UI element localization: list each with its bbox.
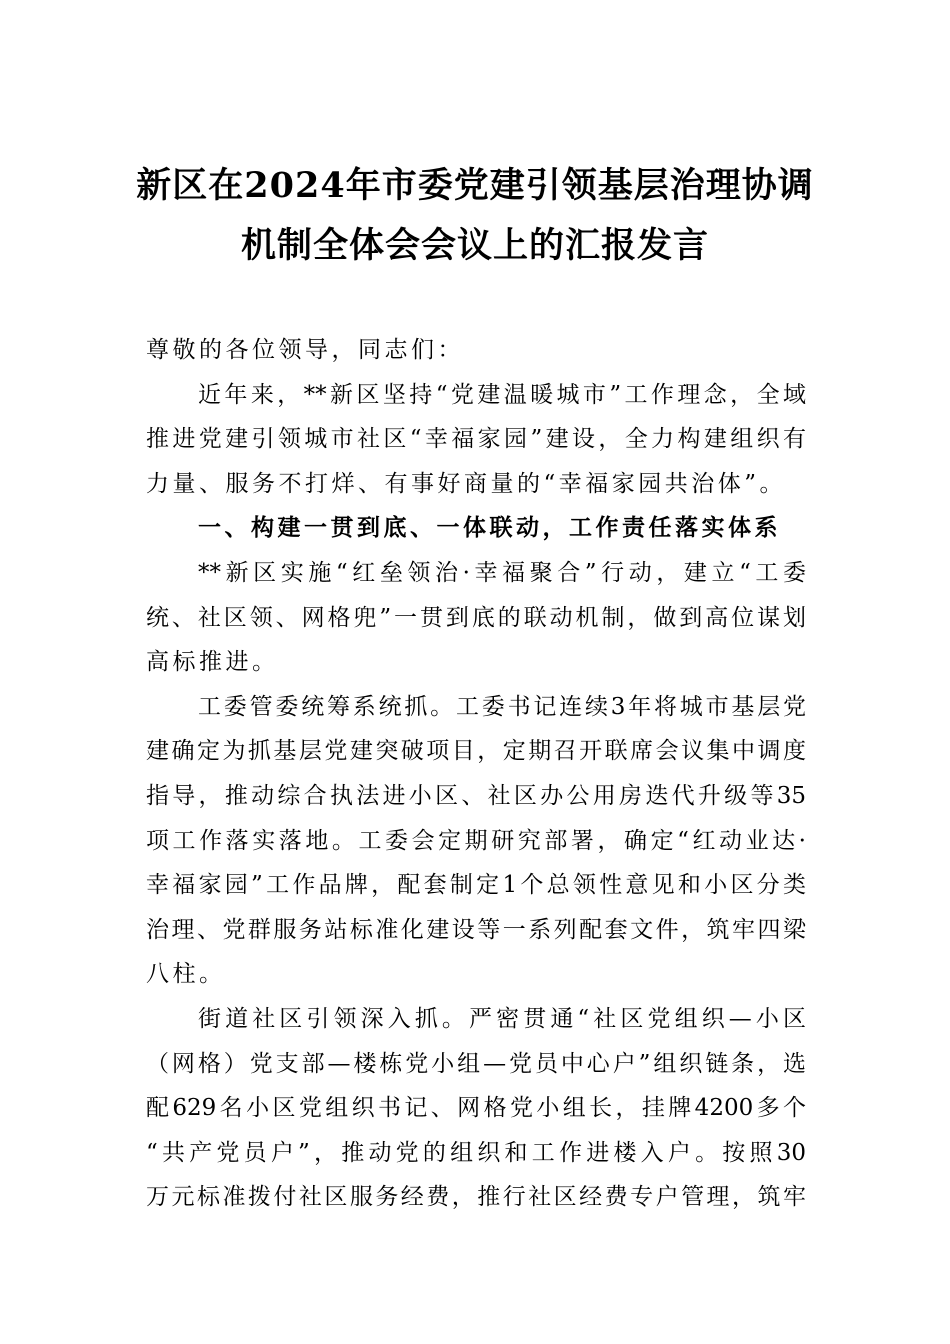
paragraph-line: 治理、党群服务站标准化建设等一系列配套文件，筑牢四梁 [146, 916, 806, 943]
paragraph-line: 幸福家园”工作品牌，配套制定1个总领性意见和小区分类 [146, 872, 806, 899]
paragraph-line: 项工作落实落地。工委会定期研究部署，确定“红动业达· [146, 827, 806, 854]
document-body [146, 328, 806, 1220]
paragraph-line: 工委管委统筹系统抓。工委书记连续3年将城市基层党 [198, 693, 806, 720]
greeting: 尊敬的各位领导，同志们： [146, 337, 464, 363]
document-title-line-1: 新区在2024年市委党建引领基层治理协调 [136, 165, 814, 206]
paragraph-line: 近年来，**新区坚持“党建温暖城市”工作理念，全域 [198, 381, 806, 408]
paragraph-line: 指导，推动综合执法进小区、社区办公用房迭代升级等35 [146, 782, 806, 809]
paragraph-line: （网格）党支部—楼栋党小组—党员中心户”组织链条，选 [146, 1050, 806, 1077]
paragraph-line: 推进党建引领城市社区“幸福家园”建设，全力构建组织有 [146, 426, 806, 453]
document-title-line-2: 机制全体会会议上的汇报发言 [240, 225, 709, 266]
paragraph-line: 建确定为抓基层党建突破项目，定期召开联席会议集中调度 [146, 738, 806, 765]
paragraph-line: 统、社区领、网格兜”一贯到底的联动机制，做到高位谋划 [146, 604, 806, 631]
paragraph-line: “共产党员户”，推动党的组织和工作进楼入户。按照30 [146, 1139, 806, 1166]
paragraph-line: 万元标准拨付社区服务经费，推行社区经费专户管理，筑牢 [146, 1184, 806, 1211]
section-heading: 一、构建一贯到底、一体联动，工作责任落实体系 [198, 515, 781, 542]
paragraph-line: 力量、服务不打烊、有事好商量的“幸福家园共治体”。 [146, 470, 787, 497]
paragraph-line: 街道社区引领深入抓。严密贯通“社区党组织—小区 [198, 1005, 806, 1032]
paragraph-line: 八柱。 [146, 961, 226, 988]
paragraph-line: 高标推进。 [146, 649, 279, 676]
paragraph-line: 配629名小区党组织书记、网格党小组长，挂牌4200多个 [146, 1095, 806, 1122]
paragraph-line: **新区实施“红垒领治·幸福聚合”行动，建立“工委 [198, 559, 806, 586]
